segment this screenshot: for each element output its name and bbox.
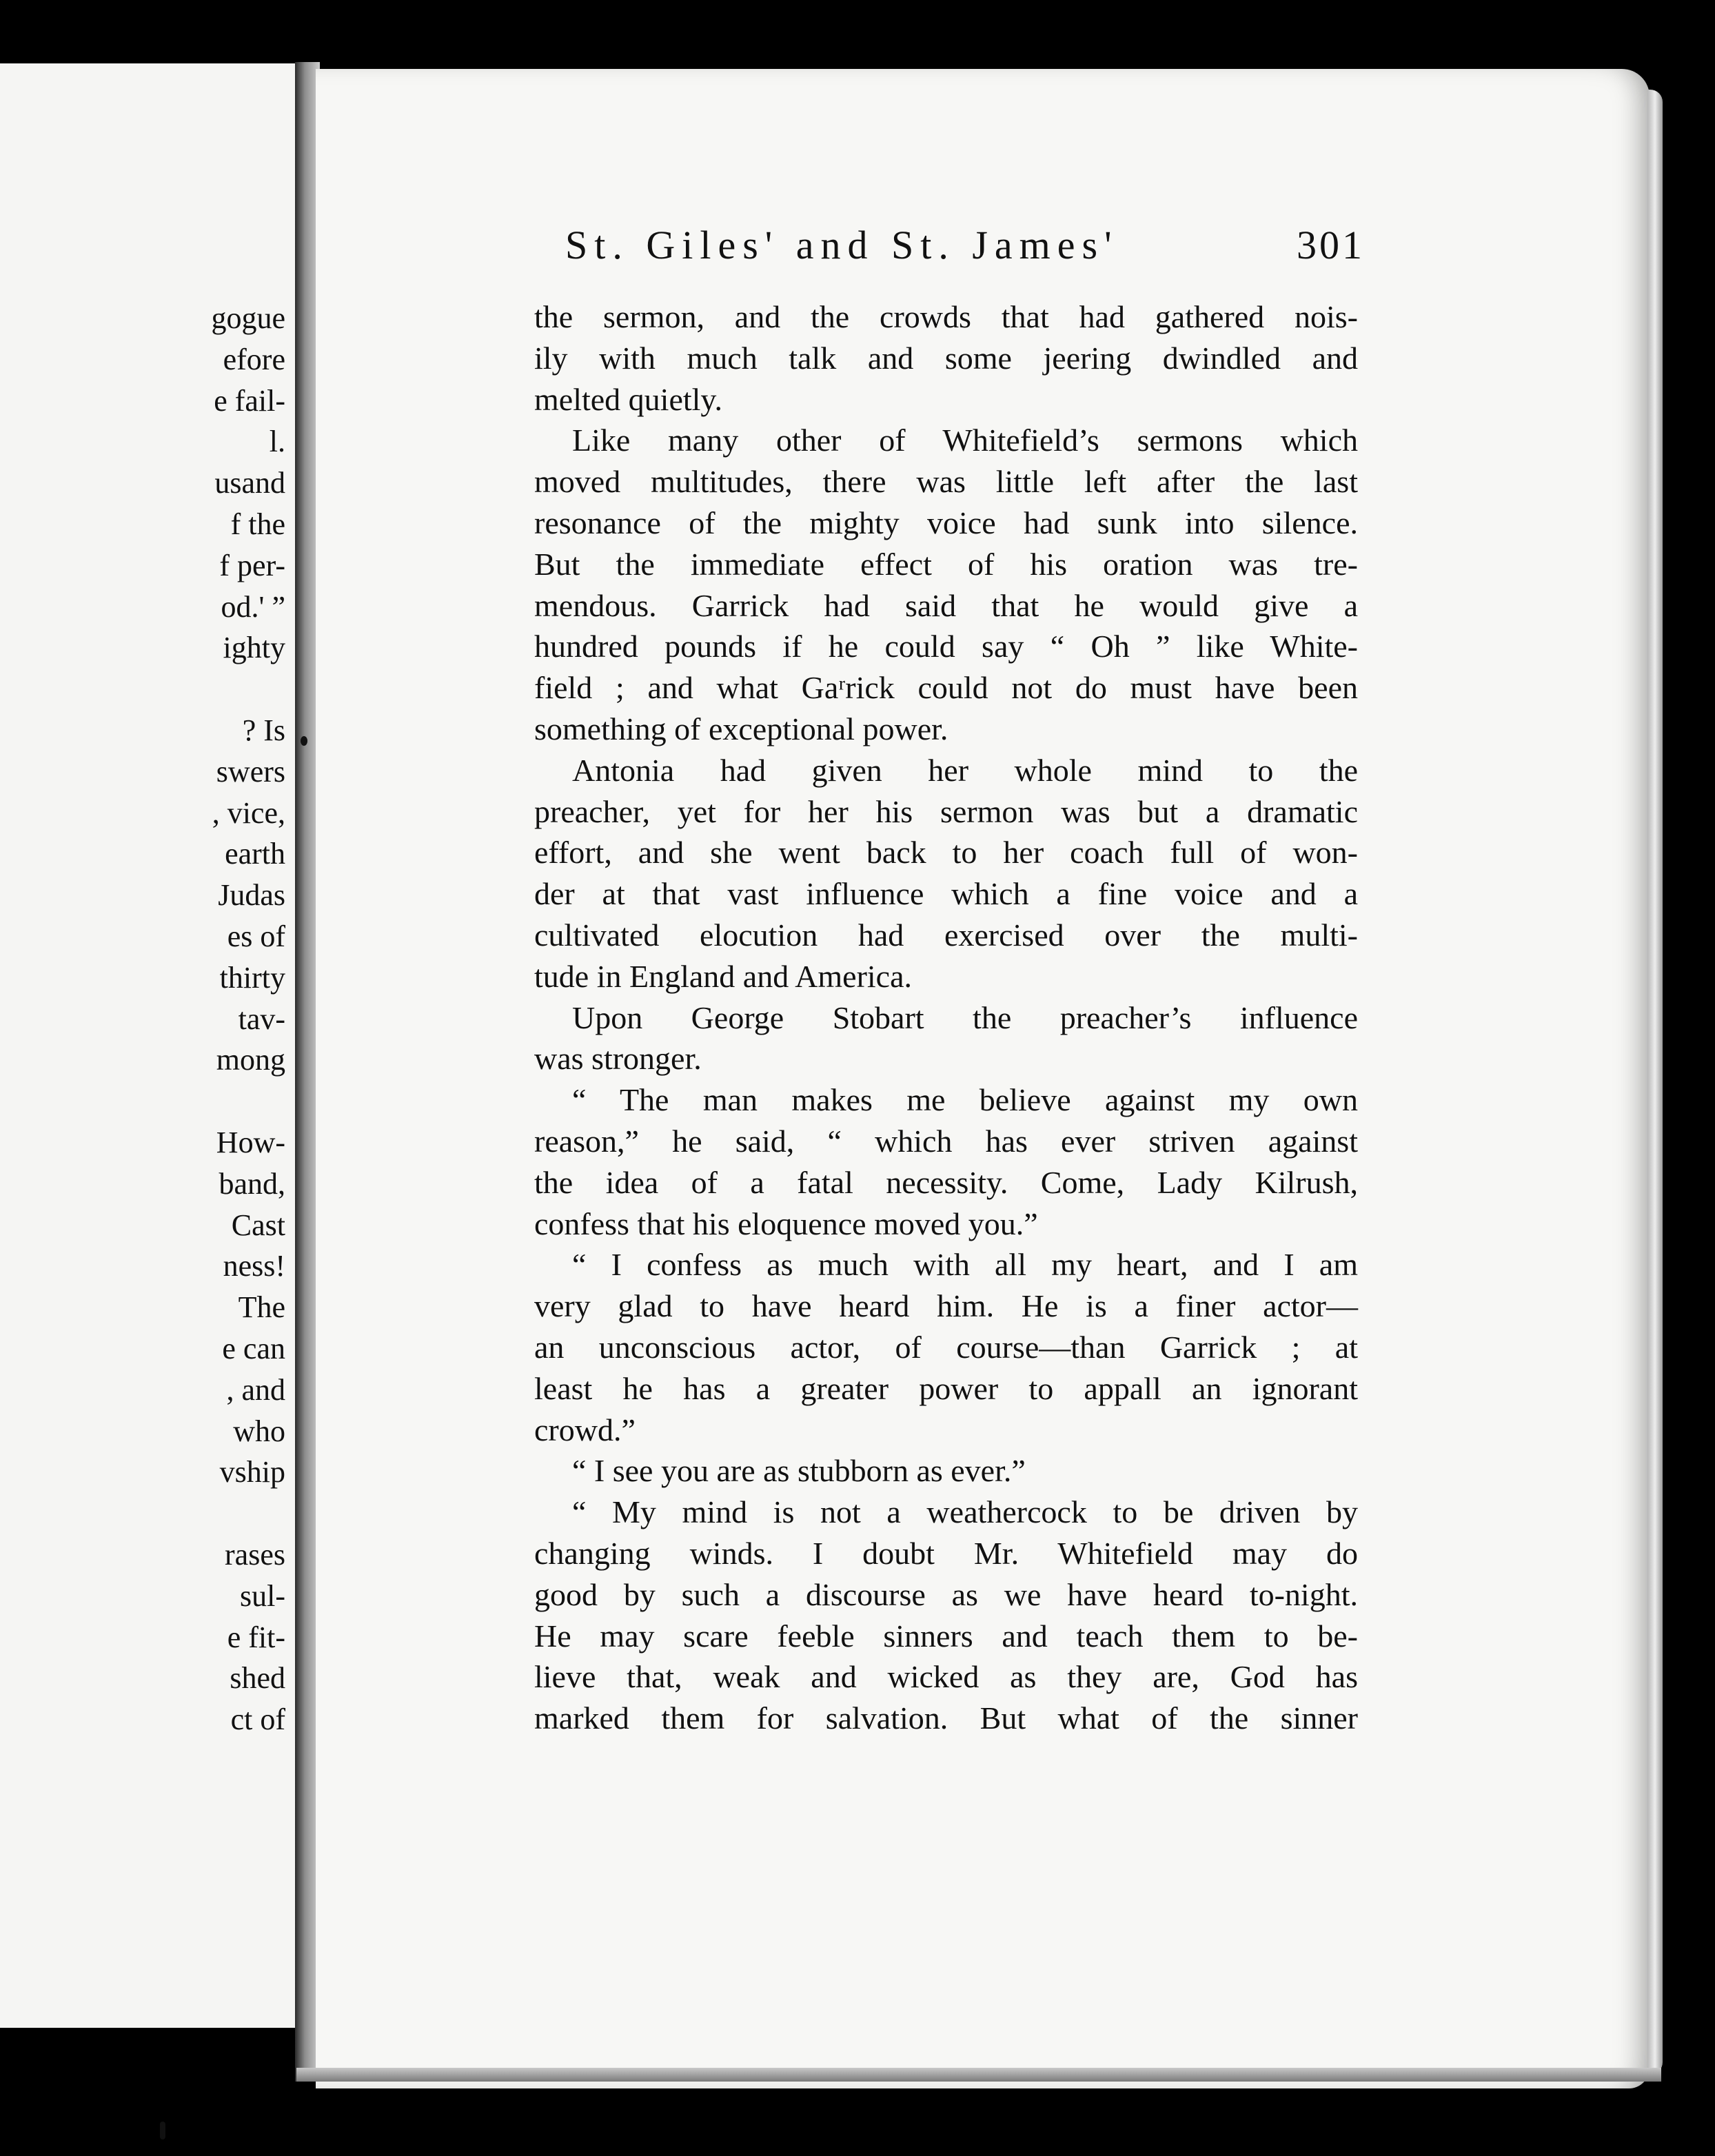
text-line: the idea of a fatal necessity. Come, Lady Kilrush, — [534, 1164, 1358, 1200]
text-line: was stronger. — [534, 1041, 702, 1077]
facing-page-line-fragment: rases — [225, 1537, 285, 1572]
facing-page-line-fragment: shed — [230, 1661, 285, 1696]
text-line: changing winds. I doubt Mr. Whitefield may do — [534, 1535, 1358, 1571]
text-line: crowd.” — [534, 1412, 636, 1447]
facing-page-line-fragment: who — [233, 1414, 285, 1448]
facing-page-line-fragment: The — [238, 1290, 285, 1325]
text-line: Upon George Stobart the preacher’s influence — [572, 999, 1358, 1035]
facing-page-line-fragment: Judas — [218, 878, 285, 913]
facing-page-line-fragment: ? Is — [242, 713, 285, 747]
text-line: der at that vast influence which a fine voice and a — [534, 876, 1358, 912]
text-line: an unconscious actor, of course—than Garrick ; at — [534, 1329, 1358, 1365]
facing-page-line-fragment — [10, 1081, 285, 1122]
facing-page-line-fragment: tav- — [238, 1001, 285, 1036]
facing-page-line-fragment: od.' ” — [221, 589, 285, 624]
facing-page-line-fragment: ighty — [223, 631, 285, 665]
text-line: Like many other of Whitefield’s sermons which — [572, 423, 1358, 458]
text-line: good by such a discourse as we have heard to-night. — [534, 1576, 1358, 1612]
facing-page-line-fragment: gogue — [211, 301, 285, 335]
text-line: “ I confess as much with all my heart, and I am — [572, 1247, 1358, 1283]
facing-page-line-fragment: swers — [216, 754, 285, 789]
facing-page-line-fragment: , vice, — [212, 795, 285, 830]
facing-page-line-fragment: How- — [216, 1125, 285, 1159]
facing-page-line-fragment: es of — [227, 919, 285, 953]
facing-page-line-fragment: f the — [230, 507, 285, 541]
text-line: “ I see you are as stubborn as ever.” — [572, 1453, 1026, 1489]
facing-page-line-fragment: , and — [226, 1372, 285, 1407]
text-line: resonance of the mighty voice had sunk into silence. — [534, 505, 1358, 540]
text-line: field ; and what Gaʳrick could not do must have been — [534, 670, 1358, 706]
text-line: melted quietly. — [534, 381, 722, 417]
running-head — [565, 222, 1365, 277]
binding-speck — [301, 736, 307, 746]
facing-page-line-fragment: thirty — [219, 960, 285, 995]
facing-page-line-fragment: earth — [225, 837, 285, 871]
facing-page-line-fragment: ness! — [223, 1249, 285, 1283]
text-line: effort, and she went back to her coach full of won- — [534, 835, 1358, 871]
facing-page-line-fragment: e fail- — [214, 383, 285, 418]
text-line: lieve that, weak and wicked as they are, God has — [534, 1659, 1358, 1695]
running-head-title: St. Giles' and St. James' — [565, 223, 1119, 267]
text-line: least he has a greater power to appall an ignorant — [534, 1370, 1358, 1406]
facing-page-line-fragment: e can — [222, 1331, 285, 1365]
text-line: confess that his eloquence moved you.” — [534, 1206, 1038, 1241]
facing-page-line-fragment: sul- — [240, 1578, 285, 1613]
facing-page-line-fragment: f per- — [219, 548, 285, 582]
text-line: “ The man makes me believe against my own — [572, 1082, 1358, 1118]
text-line: ily with much talk and some jeering dwindled and — [534, 340, 1358, 376]
text-line: “ My mind is not a weathercock to be driven by — [572, 1494, 1358, 1530]
facing-page-text-fragments — [10, 298, 285, 1740]
facing-page-line-fragment: l. — [269, 425, 285, 459]
page-edge-bottom — [296, 2068, 1661, 2082]
facing-page-line-fragment — [10, 1493, 285, 1534]
page-number: 301 — [1297, 223, 1365, 267]
facing-page-line-fragment: Cast — [231, 1208, 285, 1242]
text-line: Antonia had given her whole mind to the — [572, 752, 1358, 788]
page-edge-right — [1647, 90, 1663, 2075]
text-line: preacher, yet for her his sermon was but a dramatic — [534, 793, 1358, 829]
facing-page-left — [0, 63, 298, 2028]
text-line: mendous. Garrick had said that he would give a — [534, 587, 1358, 623]
text-line: hundred pounds if he could say “ Oh ” like White- — [534, 629, 1358, 664]
facing-page-line-fragment: efore — [223, 342, 285, 376]
body-text — [534, 296, 1358, 1739]
facing-page-line-fragment: ct of — [230, 1702, 285, 1737]
text-line: reason,” he said, “ which has ever striven against — [534, 1123, 1358, 1159]
facing-page-line-fragment: usand — [214, 466, 285, 500]
scan-speck — [160, 2122, 165, 2139]
facing-page-line-fragment — [10, 669, 285, 710]
text-line: very glad to have heard him. He is a finer actor— — [534, 1288, 1358, 1324]
text-line: cultivated elocution had exercised over the multi- — [534, 917, 1358, 953]
text-line: the sermon, and the crowds that had gathered nois- — [534, 299, 1358, 334]
text-line: But the immediate effect of his oration was tre- — [534, 546, 1358, 582]
text-line: marked them for salvation. But what of the sinner — [534, 1700, 1358, 1736]
facing-page-line-fragment: vship — [219, 1455, 285, 1489]
facing-page-line-fragment: e fit- — [227, 1620, 285, 1654]
text-line: moved multitudes, there was little left after the last — [534, 464, 1358, 500]
facing-page-line-fragment: mong — [216, 1043, 285, 1077]
facing-page-line-fragment: band, — [219, 1166, 285, 1201]
text-line: He may scare feeble sinners and teach them to be- — [534, 1618, 1358, 1654]
text-line: tude in England and America. — [534, 958, 913, 994]
text-line: something of exceptional power. — [534, 711, 948, 746]
